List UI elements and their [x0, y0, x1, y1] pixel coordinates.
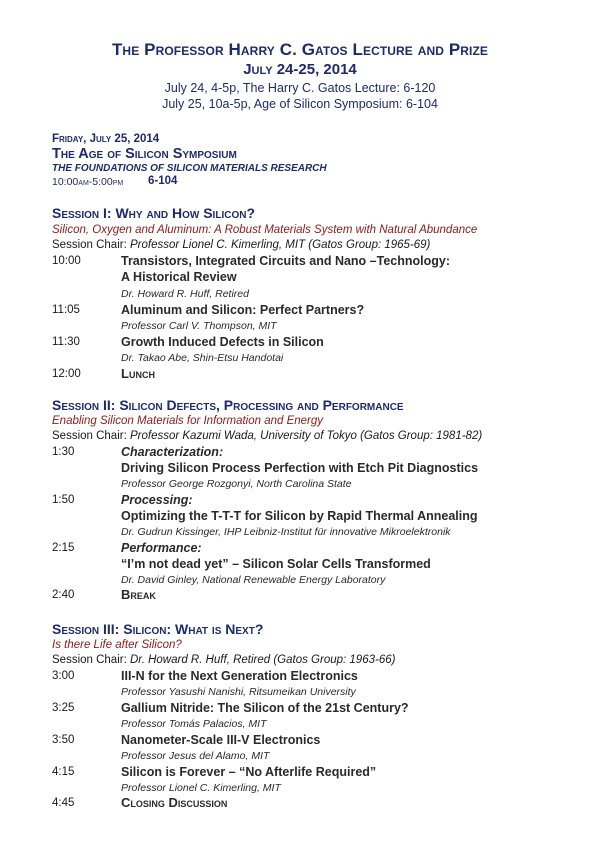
session-chair: [52, 654, 395, 666]
talk-time: 1:30: [52, 446, 75, 458]
talk-time: 2:40: [52, 589, 75, 601]
talk-time: 11:05: [52, 304, 80, 316]
symposium-room: 6-104: [148, 175, 178, 187]
talk-title: Transistors, Integrated Circuits and Nano –Technology:: [121, 254, 450, 268]
event-dates: July 24-25, 2014: [243, 61, 357, 78]
talk-time: 1:50: [52, 494, 75, 506]
chair-name: Professor Kazumi Wada, University of Tokyo (Gatos Group: 1981-82): [129, 430, 483, 442]
symposium-hours: 10:00am-5:00pm: [52, 176, 124, 188]
talk-title: Nanometer-Scale III-V Electronics: [121, 733, 321, 747]
symposium-info: July 25, 10a-5p, Age of Silicon Symposium: 6-104: [162, 97, 438, 111]
talk-title: “I’m not dead yet” – Silicon Solar Cells Transformed: [121, 557, 431, 571]
session-title: Session I: Why and How Silicon?: [52, 205, 255, 221]
talk-title: Gallium Nitride: The Silicon of the 21st Century?: [121, 701, 409, 715]
chair-name: Professor Lionel C. Kimerling, MIT (Gatos Group: 1965-69): [129, 239, 431, 251]
closing-discussion-label: Closing Discussion: [121, 795, 228, 810]
talk-title: III-N for the Next Generation Electronics: [121, 669, 358, 683]
talk-time: 3:25: [52, 702, 75, 714]
symposium-day: Friday, July 25, 2014: [52, 133, 160, 145]
talk-speaker: Professor Tomás Palacios, MIT: [121, 718, 267, 730]
symposium-subtitle: THE FOUNDATIONS OF SILICON MATERIALS RESEARCH: [52, 163, 327, 174]
symposium-title: The Age of Silicon Symposium: [52, 146, 237, 162]
talk-time: 3:00: [52, 670, 75, 682]
talk-time: 3:50: [52, 734, 75, 746]
chair-label: Session Chair:: [52, 430, 130, 442]
talk-speaker: Professor Carl V. Thompson, MIT: [121, 320, 277, 332]
page-title: The Professor Harry C. Gatos Lecture and Prize: [111, 40, 489, 59]
talk-time: 10:00: [52, 255, 81, 267]
chair-name: Dr. Howard R. Huff, Retired (Gatos Group: 1963-66): [129, 654, 396, 666]
talk-speaker: Dr. David Ginley, National Renewable Energy Laboratory: [121, 574, 386, 586]
talk-title: Growth Induced Defects in Silicon: [121, 335, 324, 349]
break-label: Break: [121, 587, 156, 602]
talk-title-line2: A Historical Review: [121, 270, 237, 284]
session-subtitle: Silicon, Oxygen and Aluminum: A Robust Materials System with Natural Abundance: [52, 224, 478, 236]
talk-title: Silicon is Forever – “No Afterlife Required”: [121, 765, 377, 779]
talk-time: 11:30: [52, 336, 80, 348]
talk-title: Aluminum and Silicon: Perfect Partners?: [121, 303, 365, 317]
talk-category: Processing:: [121, 493, 193, 507]
talk-category: Performance:: [121, 541, 202, 555]
talk-speaker: Dr. Takao Abe, Shin-Etsu Handotai: [121, 352, 284, 364]
talk-time: 4:15: [52, 766, 75, 778]
session-subtitle: Enabling Silicon Materials for Information and Energy: [52, 415, 324, 427]
talk-speaker: Professor Lionel C. Kimerling, MIT: [121, 782, 281, 794]
talk-category: Characterization:: [121, 445, 224, 459]
chair-label: Session Chair:: [52, 239, 130, 251]
session-chair: [52, 239, 430, 251]
talk-speaker: Professor George Rozgonyi, North Carolina State: [121, 478, 352, 490]
talk-speaker: Professor Yasushi Nanishi, Ritsumeikan University: [121, 686, 356, 698]
talk-speaker: Dr. Gudrun Kissinger, IHP Leibniz-Institut für innovative Mikroelektronik: [121, 526, 451, 538]
talk-speaker: Professor Jesus del Alamo, MIT: [121, 750, 270, 762]
session-title: Session II: Silicon Defects, Processing and Performance: [52, 397, 404, 413]
talk-time: 2:15: [52, 542, 75, 554]
talk-title: Optimizing the T-T-T for Silicon by Rapid Thermal Annealing: [121, 509, 478, 523]
chair-label: Session Chair:: [52, 654, 130, 666]
lunch-label: Lunch: [121, 366, 155, 381]
lecture-info: July 24, 4-5p, The Harry C. Gatos Lecture: 6-120: [164, 81, 436, 95]
session-chair: [52, 430, 482, 442]
talk-time: 4:45: [52, 797, 75, 809]
talk-speaker: Dr. Howard R. Huff, Retired: [121, 288, 249, 300]
talk-title: Driving Silicon Process Perfection with Etch Pit Diagnostics: [121, 461, 479, 475]
talk-time: 12:00: [52, 368, 81, 380]
session-subtitle: Is there Life after Silicon?: [52, 639, 182, 651]
session-title: Session III: Silicon: What is Next?: [52, 621, 264, 637]
